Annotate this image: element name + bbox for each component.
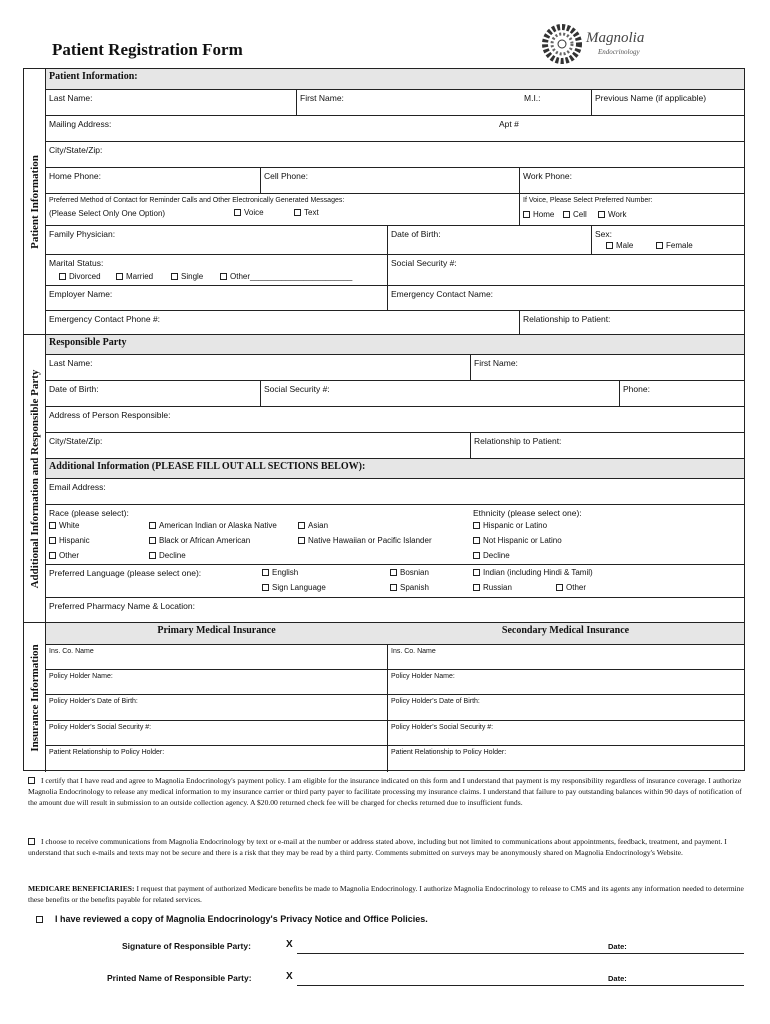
checkbox[interactable] bbox=[298, 522, 305, 529]
signature-label: Signature of Responsible Party: bbox=[122, 941, 251, 951]
checkbox[interactable] bbox=[298, 537, 305, 544]
printed-name-x: X bbox=[286, 971, 293, 982]
employer-name-field[interactable]: Employer Name: bbox=[49, 289, 113, 299]
lang-other[interactable]: Other bbox=[556, 583, 586, 592]
checkbox[interactable] bbox=[262, 584, 269, 591]
married-option[interactable]: Married bbox=[116, 272, 153, 281]
primary-insurance-title: Primary Medical Insurance bbox=[157, 625, 276, 636]
last-name-field[interactable]: Last Name: bbox=[49, 93, 93, 103]
race-white[interactable]: White bbox=[49, 521, 79, 530]
employer-row bbox=[46, 286, 744, 311]
magnolia-logo bbox=[540, 22, 660, 68]
email-field[interactable]: Email Address: bbox=[49, 482, 106, 492]
privacy-checkbox[interactable] bbox=[36, 916, 43, 923]
printed-name-label: Printed Name of Responsible Party: bbox=[107, 973, 252, 983]
ins-dob-row bbox=[46, 695, 744, 721]
checkbox[interactable] bbox=[59, 273, 66, 280]
other-option[interactable]: Other_______________________ bbox=[220, 272, 352, 281]
checkbox[interactable] bbox=[49, 537, 56, 544]
phone-row bbox=[46, 168, 744, 194]
secondary-holder-ssn-field[interactable]: Policy Holder's Social Security #: bbox=[387, 721, 744, 745]
resp-dob-row bbox=[46, 381, 744, 407]
mi-field[interactable]: M.I.: bbox=[524, 93, 541, 103]
checkbox[interactable] bbox=[220, 273, 227, 280]
cell-phone-field[interactable]: Cell Phone: bbox=[260, 168, 519, 193]
family-physician-field[interactable]: Family Physician: bbox=[49, 229, 116, 239]
divorced-option[interactable]: Divorced bbox=[59, 272, 101, 281]
responsible-header: Responsible Party bbox=[46, 335, 744, 355]
checkbox[interactable] bbox=[556, 584, 563, 591]
secondary-co-name-field[interactable]: Ins. Co. Name bbox=[387, 645, 744, 669]
race-black[interactable]: Black or African American bbox=[149, 536, 250, 545]
voice-option[interactable]: Voice bbox=[234, 208, 264, 217]
checkbox[interactable] bbox=[262, 569, 269, 576]
secondary-relationship-field[interactable]: Patient Relationship to Policy Holder: bbox=[387, 746, 744, 772]
physician-row bbox=[46, 226, 744, 255]
medicare-statement: MEDICARE BENEFICIARIES: I request that payment of authorized Medicare benefits be made to Magnolia Endocrinology. I authorize Magnolia Endocrinology to release to CMS and its agents any information needed to determine these benefits or the benefits payable for related services. bbox=[28, 884, 744, 904]
resp-ssn-field[interactable]: Social Security #: bbox=[260, 381, 619, 406]
checkbox[interactable] bbox=[171, 273, 178, 280]
dob-field[interactable]: Date of Birth: bbox=[387, 226, 591, 254]
pharmacy-row bbox=[46, 598, 744, 623]
resp-last-name-field[interactable]: Last Name: bbox=[49, 358, 93, 368]
voice-pref-label: If Voice, Please Select Preferred Number: bbox=[519, 194, 744, 225]
race-hispanic[interactable]: Hispanic bbox=[49, 536, 90, 545]
signature-date-label: Date: bbox=[608, 942, 627, 951]
checkbox[interactable] bbox=[390, 584, 397, 591]
checkbox[interactable] bbox=[149, 552, 156, 559]
flower-icon bbox=[540, 22, 584, 66]
signature-x: X bbox=[286, 939, 293, 950]
checkbox[interactable] bbox=[149, 522, 156, 529]
checkbox[interactable] bbox=[234, 209, 241, 216]
resp-address-field[interactable]: Address of Person Responsible: bbox=[49, 410, 171, 420]
ins-relationship-row bbox=[46, 746, 744, 772]
home-option[interactable]: Home bbox=[523, 210, 554, 219]
checkbox[interactable] bbox=[49, 522, 56, 529]
single-option[interactable]: Single bbox=[171, 272, 203, 281]
checkbox[interactable] bbox=[606, 242, 613, 249]
resp-relationship-field[interactable]: Relationship to Patient: bbox=[470, 433, 744, 458]
secondary-holder-field[interactable]: Policy Holder Name: bbox=[387, 670, 744, 694]
pharmacy-field[interactable]: Preferred Pharmacy Name & Location: bbox=[49, 601, 195, 611]
race-asian[interactable]: Asian bbox=[298, 521, 328, 530]
race-label: Race (please select): bbox=[49, 508, 129, 518]
first-name-field[interactable]: First Name: bbox=[296, 90, 521, 115]
male-option[interactable]: Male bbox=[606, 241, 633, 250]
emergency-name-field[interactable]: Emergency Contact Name: bbox=[387, 286, 744, 310]
additional-header: Additional Information (PLEASE FILL OUT ALL SECTIONS BELOW): bbox=[46, 459, 744, 479]
emergency-row bbox=[46, 311, 744, 335]
ethnicity-decline[interactable]: Decline bbox=[473, 551, 510, 560]
checkbox[interactable] bbox=[563, 211, 570, 218]
secondary-insurance-title: Secondary Medical Insurance bbox=[501, 625, 630, 636]
secondary-holder-dob-field[interactable]: Policy Holder's Date of Birth: bbox=[387, 695, 744, 720]
primary-relationship-field[interactable]: Patient Relationship to Policy Holder: bbox=[49, 749, 165, 756]
page-title: Patient Registration Form bbox=[52, 40, 243, 59]
checkbox[interactable] bbox=[523, 211, 530, 218]
ethnicity-not-hispanic[interactable]: Not Hispanic or Latino bbox=[473, 536, 562, 545]
signature-line[interactable] bbox=[297, 953, 744, 954]
sidebar-patient: Patient Information bbox=[24, 69, 46, 335]
logo-subtitle: Endocrinology bbox=[598, 48, 640, 56]
patient-info-header: Patient Information: bbox=[46, 69, 744, 90]
marital-row bbox=[46, 255, 744, 286]
checkbox[interactable] bbox=[473, 537, 480, 544]
email-row bbox=[46, 479, 744, 505]
resp-dob-field[interactable]: Date of Birth: bbox=[49, 384, 99, 394]
text-option[interactable]: Text bbox=[294, 208, 319, 217]
relationship-field[interactable]: Relationship to Patient: bbox=[519, 311, 744, 334]
checkbox[interactable] bbox=[116, 273, 123, 280]
ethnicity-hispanic[interactable]: Hispanic or Latino bbox=[473, 521, 547, 530]
contact-pref-label: Preferred Method of Contact for Reminder Calls and Other Electronically Generated Messages: bbox=[49, 197, 345, 204]
insurance-header bbox=[46, 623, 744, 645]
lang-russian[interactable]: Russian bbox=[473, 583, 512, 592]
lang-english[interactable]: English bbox=[262, 568, 298, 577]
work-option[interactable]: Work bbox=[598, 210, 627, 219]
checkbox[interactable] bbox=[49, 552, 56, 559]
lang-indian[interactable]: Indian (including Hindi & Tamil) bbox=[473, 568, 593, 577]
printed-name-line[interactable] bbox=[297, 985, 744, 986]
checkbox[interactable] bbox=[294, 209, 301, 216]
race-row bbox=[46, 505, 744, 565]
contact-note: (Please Select Only One Option) bbox=[49, 209, 166, 218]
payment-policy-consent: I certify that I have read and agree to Magnolia Endocrinology's payment policy. I am eligible for the insurance indicated on this form and I understand that payment is my responsibility regardless of insurance coverage. I authorize Magnolia Endocrinology to release any medical information to my insurance carrier or third party payer to facilitate processing my insurance claims. I understand that failure to pay outstanding balances within 90 days of notification of the amount due will result in submission to an outside collection agency. A $20.00 returned check fee will be charged for checks returned due to insufficient funds. bbox=[28, 776, 742, 807]
registration-form bbox=[23, 68, 745, 771]
sidebar-insurance: Insurance Information bbox=[24, 623, 46, 772]
printed-date-label: Date: bbox=[608, 974, 627, 983]
mailing-address-field[interactable]: Mailing Address: bbox=[49, 119, 112, 129]
mailing-row bbox=[46, 116, 744, 142]
lang-sign[interactable]: Sign Language bbox=[262, 583, 326, 592]
checkbox[interactable] bbox=[473, 569, 480, 576]
privacy-acknowledgement: I have reviewed a copy of Magnolia Endocrinology's Privacy Notice and Office Policies. bbox=[36, 914, 428, 924]
resp-address-row bbox=[46, 407, 744, 433]
race-hawaiian[interactable]: Native Hawaiian or Pacific Islander bbox=[298, 536, 432, 545]
primary-holder-ssn-field[interactable]: Policy Holder's Social Security #: bbox=[49, 724, 152, 731]
lang-bosnian[interactable]: Bosnian bbox=[390, 568, 429, 577]
ins-holder-row bbox=[46, 670, 744, 695]
lang-spanish[interactable]: Spanish bbox=[390, 583, 429, 592]
emergency-phone-field[interactable]: Emergency Contact Phone #: bbox=[49, 314, 161, 324]
marital-status-label: Marital Status: bbox=[49, 258, 104, 268]
checkbox[interactable] bbox=[598, 211, 605, 218]
communications-consent: I choose to receive communications from Magnolia Endocrinology by text or e-mail at the number or address stated above, including but not limited to communications about appointments, feedback, treatment, and payment. I understand that such e-mails and texts may not be secure and there is a risk that they may be read by a third party. Comments submitted on surveys may be anonymously shared on Magnolia Endocrinology's Website. bbox=[28, 837, 727, 857]
race-american-indian[interactable]: American Indian or Alaska Native bbox=[149, 521, 277, 530]
language-row bbox=[46, 565, 744, 598]
communications-consent-checkbox[interactable] bbox=[28, 838, 35, 845]
ins-ssn-row bbox=[46, 721, 744, 746]
female-option[interactable]: Female bbox=[656, 241, 693, 250]
checkbox[interactable] bbox=[473, 584, 480, 591]
resp-city-row bbox=[46, 433, 744, 459]
resp-phone-field[interactable]: Phone: bbox=[619, 381, 744, 406]
primary-co-name-field[interactable]: Ins. Co. Name bbox=[49, 648, 94, 655]
checkbox[interactable] bbox=[149, 537, 156, 544]
primary-holder-field[interactable]: Policy Holder Name: bbox=[49, 673, 113, 680]
resp-city-field[interactable]: City/State/Zip: bbox=[49, 436, 103, 446]
city-state-zip-field[interactable]: City/State/Zip: bbox=[49, 145, 103, 155]
race-decline[interactable]: Decline bbox=[149, 551, 186, 560]
previous-name-field[interactable]: Previous Name (if applicable) bbox=[591, 90, 744, 115]
resp-first-name-field[interactable]: First Name: bbox=[470, 355, 744, 380]
logo-name: Magnolia bbox=[586, 30, 645, 46]
name-row bbox=[46, 90, 744, 116]
home-phone-field[interactable]: Home Phone: bbox=[49, 171, 101, 181]
resp-name-row bbox=[46, 355, 744, 381]
apt-field[interactable]: Apt # bbox=[499, 119, 519, 129]
payment-consent-checkbox[interactable] bbox=[28, 777, 35, 784]
ethnicity-label: Ethnicity (please select one): bbox=[473, 508, 582, 518]
contact-pref-row bbox=[46, 194, 744, 226]
sidebar-additional: Additional Information and Responsible Party bbox=[24, 335, 46, 623]
checkbox[interactable] bbox=[390, 569, 397, 576]
cell-option[interactable]: Cell bbox=[563, 210, 587, 219]
primary-holder-dob-field[interactable]: Policy Holder's Date of Birth: bbox=[49, 698, 138, 705]
race-other[interactable]: Other bbox=[49, 551, 79, 560]
checkbox[interactable] bbox=[656, 242, 663, 249]
city-row bbox=[46, 142, 744, 168]
checkbox[interactable] bbox=[473, 552, 480, 559]
language-label: Preferred Language (please select one): bbox=[49, 568, 202, 578]
ins-co-row bbox=[46, 645, 744, 670]
sex-label: Sex: bbox=[591, 226, 744, 254]
work-phone-field[interactable]: Work Phone: bbox=[519, 168, 744, 193]
ssn-field[interactable]: Social Security #: bbox=[387, 255, 744, 285]
checkbox[interactable] bbox=[473, 522, 480, 529]
